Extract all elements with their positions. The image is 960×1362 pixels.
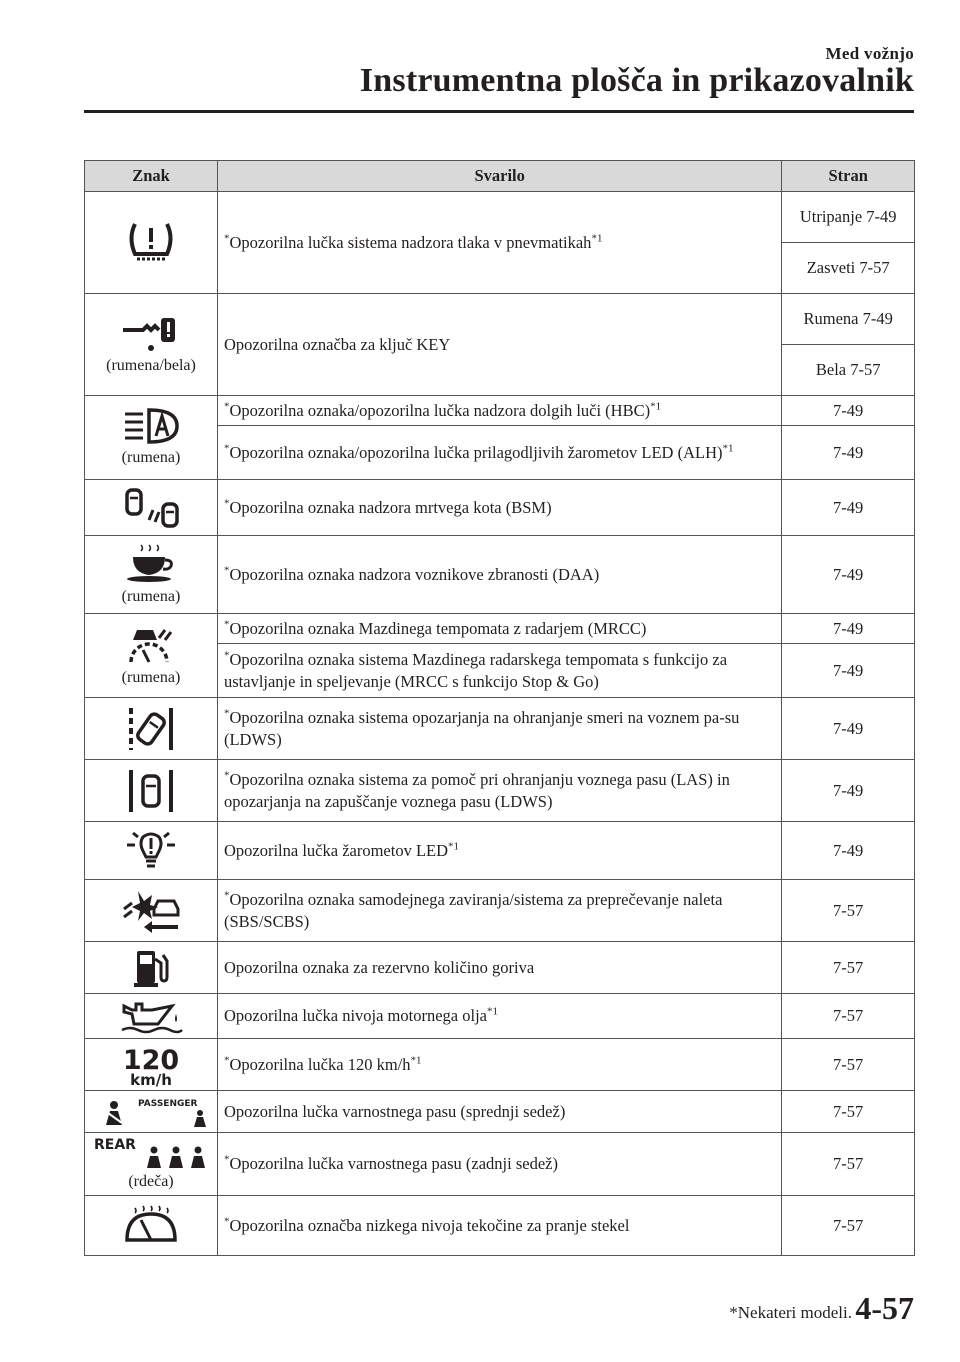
footnote-star: * [223,1054,230,1067]
icon-caption: (rumena/bela) [106,357,196,375]
blind-spot-icon [119,486,183,530]
page-number: 4-57 [855,1290,914,1326]
page-cell: 7-49 [782,396,915,426]
page-cell: 7-57 [782,1091,915,1133]
page-cell: 7-57 [782,1039,915,1091]
table-row [85,294,915,345]
fuel-pump-icon [129,947,173,989]
footnote-star: * [223,769,230,782]
desc-cell [217,614,781,644]
warning-text: Opozorilna oznaka sistema Mazdinega radarskega tempomata s funkcijo za ustavljanje in speljevanje (MRCC s funkcijo Stop & Go) [223,649,728,691]
icon-cell [85,294,218,396]
desc-cell: Opozorilna oznaka za rezervno količino goriva [217,942,781,994]
desc-cell [217,1196,781,1256]
page-cell: 7-57 [782,880,915,942]
desc-cell [217,760,781,822]
footnote-1: *1 [650,400,662,413]
speed-120-icon [121,1043,181,1087]
warning-text: Opozorilna oznaka/opozorilna lučka prilagodljivih žarometov LED (ALH) [229,442,723,462]
desc-cell [217,480,781,536]
table-row [85,994,915,1039]
table-row [85,698,915,760]
table-row [85,822,915,880]
table-row [85,536,915,614]
page-cell: Zasveti 7-57 [782,243,915,294]
icon-cell [85,760,218,822]
footnote-1: *1 [487,1005,498,1018]
desc-cell [217,426,781,480]
speed-120-number: 120 [122,1044,180,1076]
col-header-page: Stran [782,161,915,192]
icon-cell [85,880,218,942]
passenger-label: PASSENGER [137,1098,198,1109]
table-row [85,480,915,536]
page-cell: 7-57 [782,1133,915,1196]
page-cell: 7-49 [782,426,915,480]
page-cell: 7-49 [782,614,915,644]
section-label: Med vožnjo [825,44,914,63]
desc-cell [217,822,781,880]
footnote-star: * [223,497,230,510]
page-cell: 7-49 [782,644,915,698]
icon-cell [85,1196,218,1256]
table-row [85,1133,915,1196]
table-row [85,192,915,243]
warning-text: Opozorilna oznaka sistema opozarjanja na ohranjanje smeri na voznem pa-su (LDWS) [223,707,740,749]
footnote-star: * [223,1215,230,1228]
warning-text: Opozorilna lučka 120 km/h [229,1054,411,1074]
table-row [85,760,915,822]
footnote-star: * [223,564,230,577]
desc-cell [217,396,781,426]
auto-headlight-icon [119,406,183,446]
table-row [85,396,915,426]
footnote-star: * [223,442,230,455]
icon-caption: (rumena) [121,669,181,687]
footnote-star: * [223,707,230,720]
table-row [85,1091,915,1133]
footnote-star: * [223,400,230,413]
speed-120-unit: km/h [130,1070,172,1087]
warning-table [84,160,915,1256]
warning-text: Opozorilna lučka sistema nadzora tlaka v pnevmatikah [229,232,592,252]
warning-text: Opozorilna lučka nivoja motornega olja [223,1006,487,1026]
icon-cell [85,822,218,880]
footnote-1: *1 [591,232,603,245]
icon-cell [85,396,218,480]
lane-departure-icon [121,704,181,754]
page-cell: 7-57 [782,994,915,1039]
table-header-row [85,161,915,192]
page-cell: Bela 7-57 [782,345,915,396]
desc-cell [217,644,781,698]
footnote-star: * [223,649,230,662]
warning-text: Opozorilna oznaka nadzora voznikove zbranosti (DAA) [229,564,600,584]
desc-cell [217,192,781,294]
page-title: Instrumentna plošča in prikazovalnik [359,62,914,99]
page-cell: 7-49 [782,698,915,760]
table-row [85,1196,915,1256]
smart-brake-icon [118,887,184,935]
icon-cell [85,614,218,698]
icon-cell [85,942,218,994]
table-row [85,942,915,994]
icon-caption: (rumena) [121,588,181,606]
tire-pressure-warning-icon [121,218,181,268]
page-cell: Rumena 7-49 [782,294,915,345]
col-header-warning: Svarilo [217,161,781,192]
page-cell: 7-49 [782,480,915,536]
key-warning-icon [119,312,183,354]
oil-can-icon [118,998,184,1034]
page-cell: 7-49 [782,760,915,822]
warning-text: Opozorilna oznaka samodejnega zaviranja/sistema za preprečevanje naleta (SBS/SCBS) [223,889,723,931]
page-cell: Utripanje 7-49 [782,192,915,243]
footnote-star: * [223,1153,230,1166]
page-cell: 7-49 [782,536,915,614]
table-row [85,880,915,942]
col-header-sign: Znak [85,161,218,192]
desc-cell [217,1133,781,1196]
footnote-star: * [223,889,230,902]
lane-keep-assist-icon [121,766,181,816]
warning-text: Opozorilna oznaka/opozorilna lučka nadzora dolgih luči (HBC) [229,400,651,420]
icon-cell [85,192,218,294]
footnote-1: *1 [722,442,734,455]
desc-cell [217,1039,781,1091]
desc-cell: Opozorilna označba za ključ KEY [217,294,781,396]
warning-text: Opozorilna lučka žarometov LED [223,840,449,860]
coffee-cup-icon [121,541,181,585]
rear-label: REAR [93,1137,136,1153]
page-cell: 7-57 [782,942,915,994]
seatbelt-rear-icon [92,1136,210,1170]
icon-cell [85,994,218,1039]
table-row [85,614,915,644]
warning-text: Opozorilna označba nizkega nivoja tekočine za pranje stekel [229,1215,630,1235]
page-cell: 7-49 [782,822,915,880]
footnote-star: * [223,618,230,631]
desc-cell [217,880,781,942]
washer-fluid-icon [119,1204,183,1248]
page-cell: 7-57 [782,1196,915,1256]
icon-cell [85,536,218,614]
desc-cell: Opozorilna lučka varnostnega pasu (sprednji sedež) [217,1091,781,1133]
seatbelt-front-icon [92,1095,210,1129]
table-row [85,1039,915,1091]
icon-cell [85,480,218,536]
footnote-1: *1 [448,840,460,853]
warning-text: Opozorilna oznaka sistema za pomoč pri ohranjanju voznega pasu (LAS) in opozarjanja na zapuščanje voznega pasu (LDWS) [223,769,730,811]
icon-cell [85,1039,218,1091]
desc-cell [217,994,781,1039]
radar-cruise-icon [121,622,181,666]
icon-cell [85,698,218,760]
warning-text: Opozorilna oznaka Mazdinega tempomata z radarjem (MRCC) [229,618,647,638]
warning-text: Opozorilna lučka varnostnega pasu (zadnji sedež) [229,1154,558,1174]
icon-cell [85,1091,218,1133]
icon-caption: (rumena) [121,449,181,467]
icon-cell [85,1133,218,1196]
warning-text: Opozorilna oznaka nadzora mrtvega kota (BSM) [229,497,552,517]
icon-caption: (rdeča) [128,1173,174,1190]
led-headlight-warning-icon [121,829,181,873]
footnote-star: * [223,232,230,245]
desc-cell [217,536,781,614]
footnote-1: *1 [410,1054,422,1067]
title-rule [84,110,914,113]
footnote-note: *Nekateri modeli. [729,1303,852,1322]
desc-cell [217,698,781,760]
